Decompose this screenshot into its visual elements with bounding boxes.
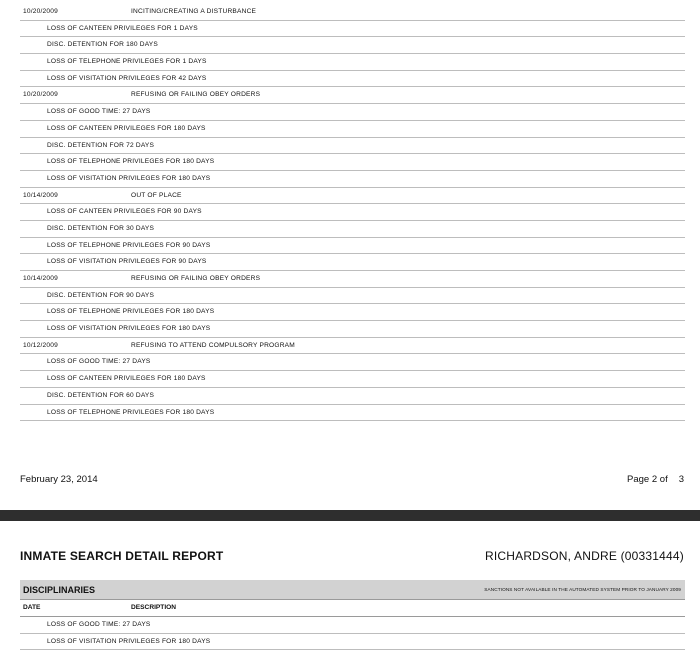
sanction-row [20,138,685,155]
sanction-row [20,121,685,138]
offense-row [20,87,685,104]
sanction-text: LOSS OF GOOD TIME: 27 DAYS [47,108,151,116]
sanction-text: DISC. DETENTION FOR 90 DAYS [47,291,155,299]
offense-date: 10/14/2009 [23,191,59,199]
sanction-text: LOSS OF TELEPHONE PRIVILEGES FOR 90 DAYS [47,241,211,249]
footer-page-number [627,474,684,485]
sanction-row [20,238,685,255]
sanction-text: LOSS OF VISITATION PRIVILEGES FOR 180 DAYS [47,174,211,182]
offense-date: 10/20/2009 [23,91,59,99]
sanction-row [20,204,685,221]
sanction-text: LOSS OF GOOD TIME: 27 DAYS [47,621,151,628]
section-title: DISCIPLINARIES [23,585,96,595]
sanction-text: LOSS OF TELEPHONE PRIVILEGES FOR 180 DAYS [47,408,215,416]
sanction-row [20,354,685,371]
sanction-text: LOSS OF CANTEEN PRIVILEGES FOR 180 DAYS [47,124,206,132]
sanction-text: LOSS OF CANTEEN PRIVILEGES FOR 1 DAYS [47,24,198,32]
sanction-row [20,37,685,54]
sanction-text: LOSS OF VISITATION PRIVILEGES FOR 90 DAYS [47,258,207,266]
sanction-row [20,617,685,634]
column-headers [20,600,685,617]
sanction-row [20,71,685,88]
sanction-text: DISC. DETENTION FOR 60 DAYS [47,391,155,399]
offense-description: INCITING/CREATING A DISTURBANCE [131,8,257,15]
sanction-row [20,371,685,388]
sanction-row [20,288,685,305]
section-note: SANCTIONS NOT AVAILABLE IN THE AUTOMATED SYSTEM PRIOR TO JANUARY 2009 [484,587,681,592]
sanction-row [20,388,685,405]
report-title: INMATE SEARCH DETAIL REPORT [20,549,224,563]
offense-date: 10/12/2009 [23,341,59,349]
page-separator [0,510,700,521]
page-label: Page 2 of [627,474,668,485]
inmate-name: RICHARDSON, ANDRE (00331444) [484,549,684,563]
sanction-text: LOSS OF TELEPHONE PRIVILEGES FOR 1 DAYS [47,58,207,66]
sanction-row [20,21,685,38]
sanction-text: DISC. DETENTION FOR 72 DAYS [47,141,155,149]
next-page-sanctions [20,617,685,650]
offense-description: REFUSING TO ATTEND COMPULSORY PROGRAM [131,341,295,349]
sanction-text: LOSS OF CANTEEN PRIVILEGES FOR 180 DAYS [47,375,206,383]
sanction-text: LOSS OF TELEPHONE PRIVILEGES FOR 180 DAYS [47,158,215,166]
sanction-row [20,171,685,188]
offense-row [20,4,685,21]
sanction-row [20,254,685,271]
column-header-description: DESCRIPTION [131,604,177,611]
offense-row [20,338,685,355]
offense-description: OUT OF PLACE [131,191,182,199]
sanction-row [20,54,685,71]
sanction-row [20,321,685,338]
sanction-row [20,221,685,238]
offense-description: REFUSING OR FAILING OBEY ORDERS [131,91,261,99]
sanction-row [20,405,685,422]
sanction-row [20,634,685,651]
sanction-row [20,154,685,171]
footer-date: February 23, 2014 [20,474,98,485]
sanction-row [20,304,685,321]
offense-date: 10/20/2009 [23,8,59,15]
offense-row [20,188,685,205]
sanction-text: DISC. DETENTION FOR 30 DAYS [47,224,155,232]
section-header-disciplinaries [20,580,685,600]
sanction-text: LOSS OF CANTEEN PRIVILEGES FOR 90 DAYS [47,208,202,216]
page-total: 3 [678,474,684,485]
sanction-text: LOSS OF TELEPHONE PRIVILEGES FOR 180 DAYS [47,308,215,316]
sanction-text: LOSS OF VISITATION PRIVILEGES FOR 180 DAYS [47,325,211,333]
sanction-text: DISC. DETENTION FOR 180 DAYS [47,41,158,49]
disciplinary-list [20,4,685,421]
sanction-text: LOSS OF VISITATION PRIVILEGES FOR 180 DAYS [47,637,211,645]
column-header-date: DATE [23,604,41,611]
sanction-text: LOSS OF GOOD TIME: 27 DAYS [47,358,151,366]
offense-date: 10/14/2009 [23,275,59,282]
sanction-text: LOSS OF VISITATION PRIVILEGES FOR 42 DAYS [47,74,207,82]
offense-row [20,271,685,288]
offense-description: REFUSING OR FAILING OBEY ORDERS [131,275,261,282]
sanction-row [20,104,685,121]
